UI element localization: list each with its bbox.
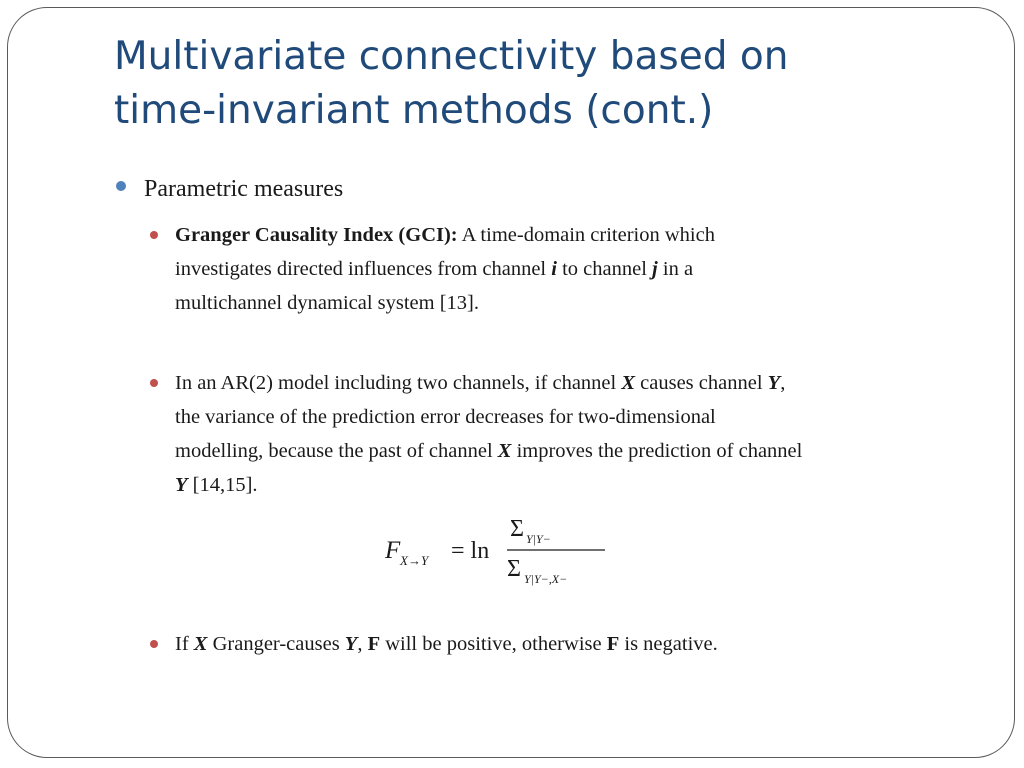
ar-line3-text-a: modelling, because the past of channel bbox=[175, 440, 498, 462]
gci-text bbox=[175, 218, 965, 320]
level2-bullet-dot bbox=[150, 640, 158, 648]
ar-line-3 bbox=[175, 434, 965, 468]
gci-line-2 bbox=[175, 252, 965, 286]
gci-line1-text: A time-domain criterion which bbox=[457, 224, 715, 246]
var-f: F bbox=[367, 633, 381, 655]
var-x: X bbox=[621, 372, 636, 394]
conclusion-line bbox=[175, 627, 965, 661]
level2-bullet-dot bbox=[150, 231, 158, 239]
equation-lhs: F bbox=[385, 537, 401, 564]
ar-model-text bbox=[175, 366, 965, 502]
equation-lhs-subscript: X→Y bbox=[400, 553, 429, 568]
var-y: Y bbox=[344, 633, 358, 655]
var-y: Y bbox=[175, 474, 188, 496]
granger-equation bbox=[383, 512, 613, 592]
equation-denominator: Σ bbox=[507, 556, 521, 582]
bullet-text: Parametric measures bbox=[144, 176, 344, 202]
equation-denominator-subscript: Y|Y−,X− bbox=[524, 572, 568, 586]
ar-line4-text: [14,15]. bbox=[187, 474, 258, 496]
var-x: X bbox=[497, 440, 512, 462]
gci-line2-text-c: in a bbox=[657, 258, 694, 280]
level2-bullet-dot bbox=[150, 379, 158, 387]
var-x: X bbox=[193, 633, 208, 655]
ar-line3-text-b: improves the prediction of channel bbox=[511, 440, 803, 462]
conclusion-text-c: , bbox=[357, 633, 368, 655]
equation-numerator: Σ bbox=[510, 516, 524, 542]
equation-equals-ln: = ln bbox=[451, 538, 490, 564]
ar-line-4 bbox=[175, 468, 965, 502]
ar-line-1 bbox=[175, 366, 965, 400]
ar-line1-text-b: causes channel bbox=[635, 372, 768, 394]
var-j: j bbox=[652, 258, 658, 280]
gci-line2-text-b: to channel bbox=[556, 258, 653, 280]
conclusion-text bbox=[175, 627, 965, 661]
ar-line1-text-c: , bbox=[780, 372, 786, 394]
slide-title bbox=[114, 30, 974, 138]
gci-line-1 bbox=[175, 218, 965, 252]
level1-bullet-dot bbox=[116, 181, 126, 191]
title-line-2: time-invariant methods (cont.) bbox=[114, 88, 714, 133]
conclusion-text-e: is negative. bbox=[619, 633, 718, 655]
gci-label: Granger Causality Index (GCI): bbox=[175, 224, 458, 246]
var-i: i bbox=[551, 258, 557, 280]
conclusion-text-b: Granger-causes bbox=[207, 633, 345, 655]
var-y: Y bbox=[767, 372, 781, 394]
equation-numerator-subscript: Y|Y− bbox=[526, 532, 551, 546]
gci-line-3: multichannel dynamical system [13]. bbox=[175, 292, 480, 314]
conclusion-text-a: If bbox=[175, 633, 194, 655]
gci-line2-text-a: investigates directed influences from channel bbox=[175, 258, 552, 280]
title-line-1: Multivariate connectivity based on bbox=[114, 34, 789, 79]
ar-line1-text-a: In an AR(2) model including two channels, if channel bbox=[175, 372, 622, 394]
ar-line-2: the variance of the prediction error decreases for two-dimensional bbox=[175, 406, 716, 428]
var-f: F bbox=[606, 633, 620, 655]
conclusion-text-d: will be positive, otherwise bbox=[380, 633, 607, 655]
